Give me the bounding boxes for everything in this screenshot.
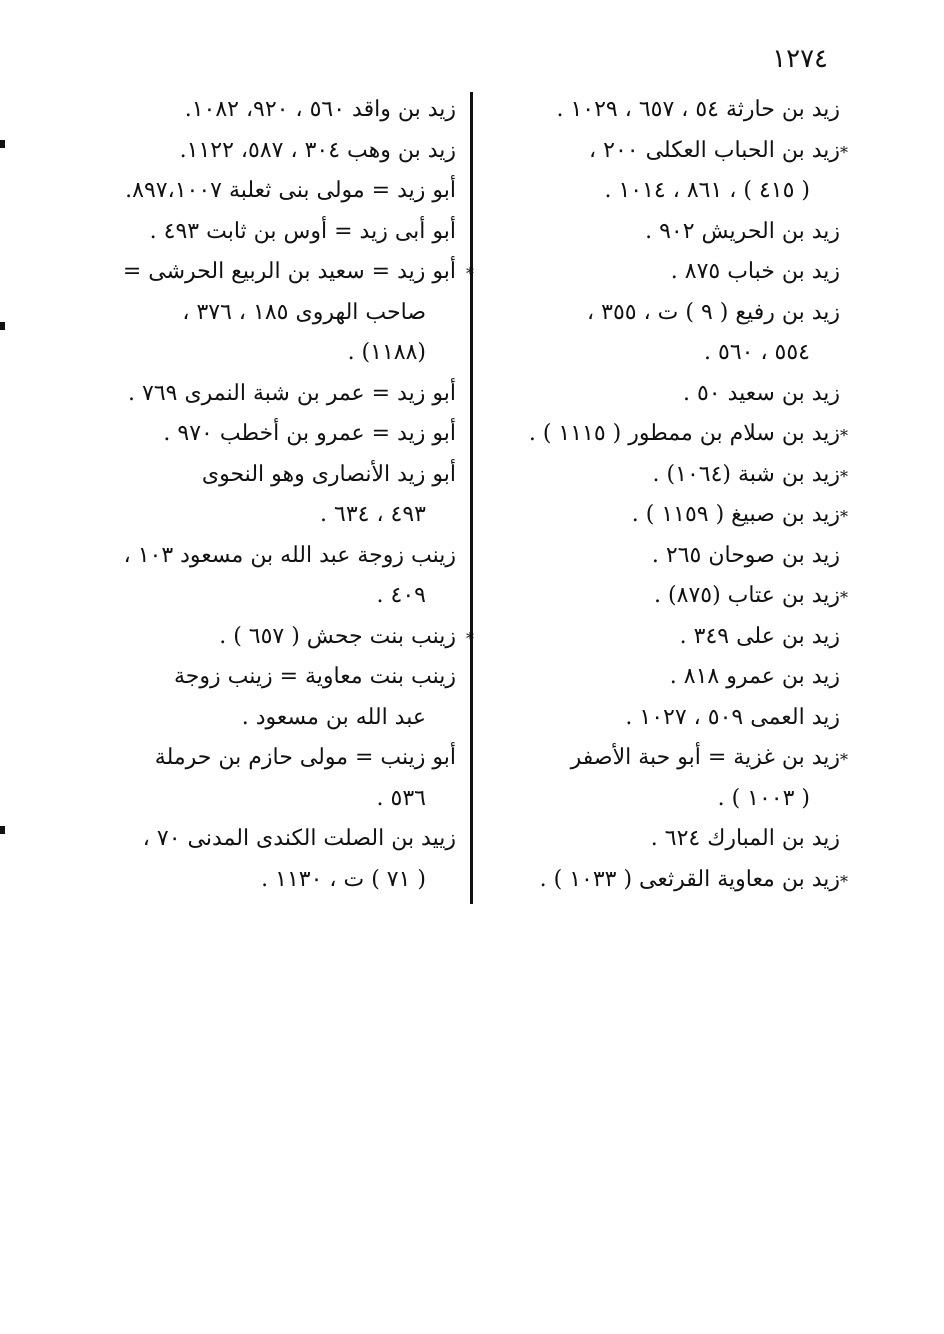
margin-mark: [0, 826, 5, 834]
index-entry-text: صاحب الهروى ١٨٥ ، ٣٧٦ ،: [182, 299, 426, 325]
index-entry: [490, 90, 840, 131]
index-entry-text: أبو أبى زيد = أوس بن ثابت ٤٩٣ .: [149, 218, 456, 244]
index-entry-text: زيد بن عمرو ٨١٨ .: [669, 664, 840, 689]
asterisk-marker: *: [840, 871, 848, 891]
index-entry-text: ٤٠٩ .: [376, 583, 426, 608]
index-entry-text: زيد العمى ٥٠٩ ، ١٠٢٧ .: [625, 704, 840, 730]
margin-mark: [0, 140, 5, 148]
asterisk-marker: *: [840, 142, 848, 162]
index-entry-text: زيد بن رفيع ( ٩ ) ت ، ٣٥٥ ،: [587, 299, 840, 325]
index-entry-text: زيد بن سعيد ٥٠ .: [682, 380, 840, 406]
index-entry-text: زيد بن على ٣٤٩ .: [679, 623, 840, 649]
index-entry-text: زيد بن خباب ٨٧٥ .: [670, 259, 840, 284]
index-entry-text: زيد بن الحباب العكلى ٢٠٠ ،: [589, 137, 840, 163]
index-entry: [100, 657, 456, 698]
index-entry-text: زيد بن المبارك ٦٢٤ .: [650, 826, 840, 851]
index-column-left: [100, 90, 474, 900]
index-entry: [490, 698, 840, 739]
index-entry: [100, 374, 456, 415]
index-entry-text: زيد بن غزية = أبو حبة الأصفر: [570, 745, 840, 770]
index-entry-text: زيد بن صبيغ ( ١١٥٩ ) .: [631, 502, 840, 527]
index-entry-continuation: [100, 860, 456, 901]
index-entry: [100, 536, 456, 577]
index-entry-text: زينب بنت معاوية = زينب زوجة: [173, 664, 456, 689]
index-entry: [490, 374, 840, 415]
index-entry-text: عبد الله بن مسعود .: [241, 704, 426, 730]
index-column-right: [490, 90, 848, 900]
index-entry-text: (١١٨٨) .: [347, 340, 426, 365]
index-entry-continuation: [100, 576, 456, 617]
index-entry-text: ٤٩٣ ، ٦٣٤ .: [320, 502, 426, 527]
index-entry-continuation: [100, 293, 456, 334]
index-entry-text: زيد بن صوحان ٢٦٥ .: [651, 542, 840, 568]
index-entry-text: زيد بن شبة (١٠٦٤) .: [652, 461, 840, 487]
index-entry: [490, 738, 848, 779]
index-entry: [100, 212, 456, 253]
index-entry: [100, 171, 456, 212]
margin-mark: [0, 322, 5, 330]
asterisk-marker: *: [840, 588, 848, 607]
index-entry: [100, 738, 456, 779]
index-entry-continuation: [100, 779, 456, 820]
index-entry-text: زيد بن سلام بن ممطور ( ١١١٥ ) .: [528, 421, 840, 446]
index-entry-text: ( ٧١ ) ت ، ١١٣٠ .: [261, 866, 426, 892]
index-entry-text: ٥٥٤ ، ٥٦٠ .: [704, 340, 810, 365]
index-entry-text: زينب بنت جحش ( ٦٥٧ ) .: [219, 623, 456, 649]
asterisk-marker: *: [840, 466, 848, 486]
index-entry: [100, 455, 456, 496]
index-entry-continuation: [100, 698, 456, 739]
index-entry: [490, 293, 840, 334]
index-entry-text: زيد بن الحريش ٩٠٢ .: [645, 218, 840, 244]
index-entry-text: زيد بن عتاب (٨٧٥) .: [654, 583, 840, 608]
index-entry: [490, 212, 840, 253]
index-entry-continuation: [490, 171, 840, 212]
index-entry: [100, 617, 474, 658]
index-entry-text: زيد بن واقد ٥٦٠ ، ٩٢٠، ١٠٨٢.: [184, 97, 456, 122]
asterisk-marker: *: [466, 264, 474, 283]
index-entry: [100, 90, 456, 131]
index-entry-text: زيد بن حارثة ٥٤ ، ٦٥٧ ، ١٠٢٩ .: [556, 97, 840, 122]
index-entry-text: أبو زيد = عمرو بن أخطب ٩٧٠ .: [163, 421, 456, 446]
index-entry: [490, 617, 840, 658]
asterisk-marker: *: [466, 628, 474, 648]
index-entry: [490, 414, 848, 455]
index-entry-text: ٥٣٦ .: [376, 785, 426, 811]
index-entry: [100, 414, 456, 455]
index-entry: [490, 252, 840, 293]
index-entry: [490, 576, 848, 617]
index-entry-text: زينب زوجة عبد الله بن مسعود ١٠٣ ،: [123, 542, 456, 568]
index-entry: [100, 131, 456, 172]
index-entry-text: زيد بن معاوية القرثعى ( ١٠٣٣ ) .: [539, 866, 840, 892]
index-entry-text: أبو زينب = مولى حازم بن حرملة: [154, 745, 456, 770]
index-entry: [490, 536, 840, 577]
index-entry-continuation: [490, 333, 840, 374]
index-entry: [490, 495, 848, 536]
index-entry-text: زييد بن الصلت الكندى المدنى ٧٠ ،: [142, 826, 456, 851]
index-entry-text: أبو زيد الأنصارى وهو النحوى: [201, 461, 456, 487]
asterisk-marker: *: [840, 507, 848, 526]
index-entry: [490, 819, 840, 860]
index-entry: [490, 131, 848, 172]
index-entry-text: أبو زيد = عمر بن شبة النمرى ٧٦٩ .: [128, 380, 456, 406]
index-entry: [490, 860, 848, 901]
index-entry-continuation: [490, 779, 840, 820]
index-entry: [490, 657, 840, 698]
index-entry-text: أبو زيد = مولى بنى ثعلبة ٨٩٧،١٠٠٧.: [125, 178, 456, 203]
index-entry-continuation: [100, 333, 456, 374]
index-entry: [100, 819, 456, 860]
index-entry-continuation: [100, 495, 456, 536]
page-number: ١٢٧٤: [772, 44, 828, 74]
asterisk-marker: *: [840, 426, 848, 445]
index-entry-text: أبو زيد = سعيد بن الربيع الحرشى =: [122, 259, 456, 284]
index-entry-text: زيد بن وهب ٣٠٤ ، ٥٨٧، ١١٢٢.: [179, 137, 456, 163]
asterisk-marker: *: [840, 750, 848, 769]
index-entry: [490, 455, 848, 496]
index-entry-text: ( ١٠٠٣ ) .: [717, 785, 810, 811]
column-divider: [470, 92, 473, 904]
index-entry: [100, 252, 474, 293]
index-entry-text: ( ٤١٥ ) ، ٨٦١ ، ١٠١٤ .: [604, 178, 810, 203]
